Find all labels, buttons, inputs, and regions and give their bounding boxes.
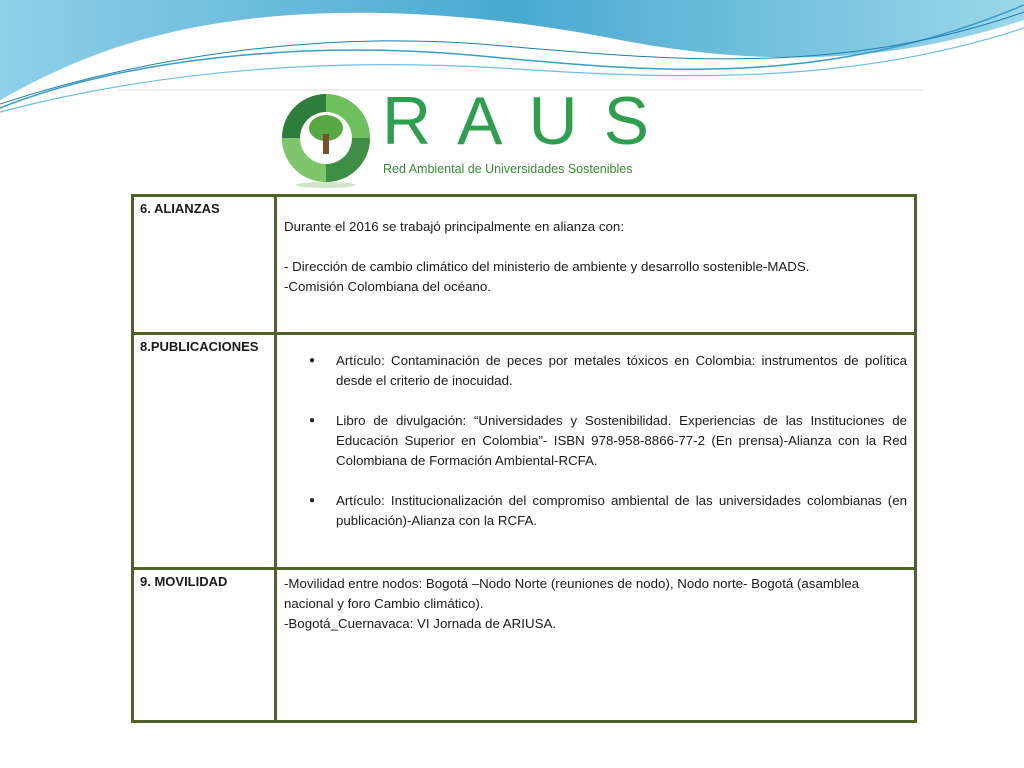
alianzas-line: -Comisión Colombiana del océano.: [284, 279, 491, 294]
alianzas-line: - Dirección de cambio climático del ministerio de ambiente y desarrollo sostenible-MADS.: [284, 259, 810, 274]
table-row-publicaciones: [133, 334, 916, 569]
row-heading: 9. MOVILIDAD: [133, 569, 276, 722]
row-body: [276, 334, 916, 569]
puzzle-tree-icon: [280, 90, 372, 188]
list-item: ● Artículo: Contaminación de peces por metales tóxicos en Colombia: instrumentos de política desde el criterio de inocuidad.: [336, 351, 907, 391]
logo-wordmark: RAUS: [382, 83, 675, 159]
alianzas-intro: Durante el 2016 se trabajó principalmente en alianza con:: [284, 219, 625, 234]
row-heading: 8.PUBLICACIONES: [133, 334, 276, 569]
table-row-movilidad: [133, 569, 916, 722]
raus-logo: [280, 83, 675, 190]
list-item: ● Libro de divulgación: “Universidades y Sostenibilidad. Experiencias de las Instituciones de Educación Superior en Colombia”- ISBN 978-958-8866-77-2 (En prensa)-Alianza con la Red Colombiana de Formación Ambiental-RCFA.: [336, 411, 907, 471]
movilidad-line: -Movilidad entre nodos: Bogotá –Nodo Norte (reuniones de nodo), Nodo norte- Bogotá (asamblea nacional y foro Cambio climático).: [284, 576, 860, 611]
row-heading: 6. ALIANZAS: [133, 196, 276, 334]
logo-subtitle: Red Ambiental de Universidades Sostenibles: [383, 162, 633, 176]
publications-list: [284, 351, 907, 531]
list-item: ● Artículo: Institucionalización del compromiso ambiental de las universidades colombianas (en publicación)-Alianza con la RCFA.: [336, 491, 907, 531]
row-body: [276, 196, 916, 334]
movilidad-line: -Bogotá_Cuernavaca: VI Jornada de ARIUSA.: [284, 616, 557, 631]
table-row-alianzas: [133, 196, 916, 334]
report-table: [131, 194, 917, 723]
row-body: [276, 569, 916, 722]
